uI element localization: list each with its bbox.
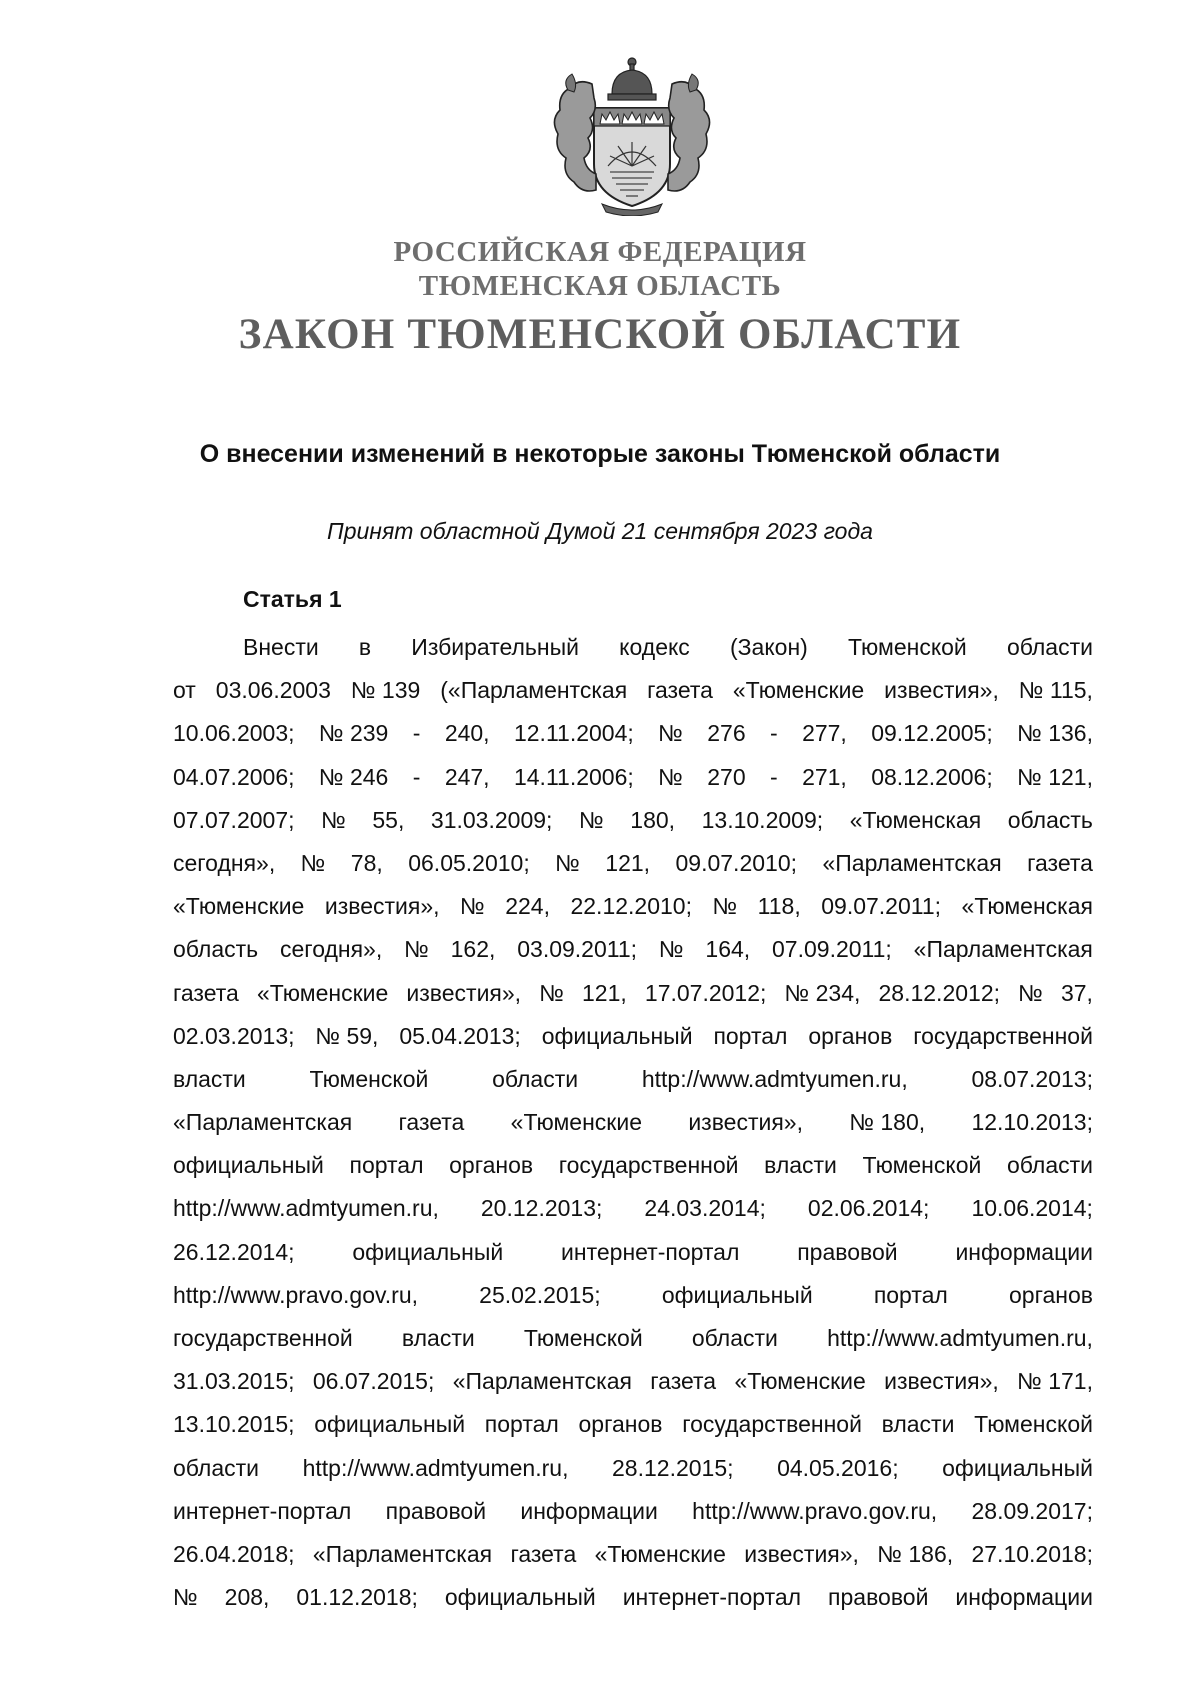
body-word: 09.07.2011; xyxy=(821,893,942,920)
body-word: «Тюменская xyxy=(961,893,1093,920)
body-word: официальный xyxy=(444,1584,596,1611)
body-word: 22.12.2010; xyxy=(570,893,692,920)
body-word: области xyxy=(492,1065,579,1092)
body-word: 37, xyxy=(1060,979,1093,1006)
body-word: 04.05.2016; xyxy=(777,1454,899,1481)
body-word: сегодня», xyxy=(280,936,383,963)
body-word: № 121, xyxy=(1017,763,1093,790)
body-word: газета xyxy=(650,1368,717,1395)
body-word: государственной xyxy=(682,1411,862,1438)
adoption-note: Принят областной Думой 21 сентября 2023 года xyxy=(327,518,873,544)
body-word: «Парламентская xyxy=(312,1540,493,1567)
body-word: 03.06.2003 xyxy=(215,677,331,704)
body-word: 10.06.2014; xyxy=(971,1195,1093,1222)
article-heading: Статья 1 xyxy=(243,586,342,612)
body-word: «Тюменские xyxy=(732,677,865,704)
body-line xyxy=(173,669,1093,712)
body-word: http://www.admtyumen.ru, xyxy=(641,1065,908,1092)
body-word: известия», xyxy=(884,677,999,704)
body-word: 10.06.2003; xyxy=(173,720,295,747)
body-word: 28.12.2012; xyxy=(878,979,1001,1006)
body-line xyxy=(173,712,1093,755)
body-word: в xyxy=(358,634,372,660)
body-word: органов xyxy=(449,1152,534,1179)
body-word: 31.03.2015; xyxy=(173,1368,295,1395)
body-line xyxy=(173,842,1093,885)
body-word: известия», xyxy=(884,1368,999,1395)
body-word: 02.03.2013; xyxy=(173,1022,295,1049)
body-word: № xyxy=(658,720,683,747)
body-word: Тюменской xyxy=(309,1065,429,1092)
body-word: «Тюменские xyxy=(173,893,305,920)
body-word: 13.10.2009; xyxy=(701,806,824,833)
body-word: газета xyxy=(647,677,713,704)
body-word: власти xyxy=(881,1411,955,1438)
document-type-heading: ЗАКОН ТЮМЕНСКОЙ ОБЛАСТИ xyxy=(238,311,962,358)
body-word: Тюменской xyxy=(974,1411,1093,1438)
body-word: 121, xyxy=(582,979,627,1006)
body-word: «Тюменские xyxy=(510,1109,643,1136)
body-word: http://www.admtyumen.ru, xyxy=(827,1325,1093,1351)
body-word: область xyxy=(1007,806,1093,833)
body-word: Избирательный xyxy=(411,634,579,660)
body-word: № xyxy=(579,806,604,833)
body-word: 13.10.2015; xyxy=(173,1411,295,1438)
body-word: № 59, xyxy=(315,1022,379,1049)
body-word: № 115, xyxy=(1018,677,1093,704)
body-word: информации xyxy=(955,1238,1093,1265)
body-line xyxy=(173,1490,1093,1533)
body-word: 05.04.2013; xyxy=(399,1022,521,1049)
body-word: области xyxy=(173,1454,260,1481)
body-word: органов xyxy=(1008,1281,1093,1308)
body-word: «Парламентская xyxy=(822,849,1002,876)
body-word: 208, xyxy=(224,1584,270,1611)
body-word: известия», xyxy=(406,979,522,1006)
body-word: от xyxy=(173,677,196,704)
body-word: 28.09.2017; xyxy=(971,1497,1093,1524)
body-word: область xyxy=(173,936,259,963)
body-word: интернет-портал xyxy=(173,1497,352,1524)
body-line xyxy=(173,799,1093,842)
body-word: государственной xyxy=(173,1325,353,1351)
body-word: 20.12.2013; xyxy=(480,1195,603,1222)
body-word: газета xyxy=(173,979,239,1006)
body-word: «Тюменская xyxy=(849,806,982,833)
body-line xyxy=(173,1360,1093,1403)
body-word: официальный xyxy=(352,1238,504,1265)
body-word: 08.07.2013; xyxy=(971,1065,1093,1092)
body-word: № 139 xyxy=(350,677,421,704)
body-word: 26.12.2014; xyxy=(173,1238,295,1265)
body-word: «Тюменские xyxy=(734,1368,866,1395)
body-line xyxy=(173,1403,1093,1446)
body-line xyxy=(173,1317,1093,1360)
body-word: 04.07.2006; xyxy=(173,763,295,790)
body-word: кодекс xyxy=(619,634,690,660)
body-word: «Тюменские xyxy=(594,1540,726,1567)
body-line xyxy=(173,1058,1093,1101)
body-word: 28.12.2015; xyxy=(612,1454,734,1481)
body-word: 08.12.2006; xyxy=(871,763,993,790)
body-word: 276 xyxy=(707,720,746,747)
body-word: портал xyxy=(713,1022,788,1049)
body-word: № xyxy=(539,979,564,1006)
body-word: 02.06.2014; xyxy=(807,1195,930,1222)
body-line xyxy=(173,1274,1093,1317)
body-word: правовой xyxy=(797,1238,898,1265)
body-word: № xyxy=(555,849,580,876)
body-word: 17.07.2012; xyxy=(644,979,767,1006)
body-word: № xyxy=(300,849,326,876)
body-word: № xyxy=(658,936,684,963)
body-word: 12.10.2013; xyxy=(971,1109,1093,1136)
body-line xyxy=(173,885,1093,928)
body-word: 271, xyxy=(802,763,847,790)
body-word: 27.10.2018; xyxy=(971,1540,1093,1567)
body-word: 121, xyxy=(605,849,651,876)
body-word: № xyxy=(404,936,429,963)
body-word: 01.12.2018; xyxy=(296,1584,418,1611)
body-word: - xyxy=(412,720,421,747)
body-word: 12.11.2004; xyxy=(513,720,634,747)
body-word: официальный xyxy=(173,1152,324,1179)
country-heading: РОССИЙСКАЯ ФЕДЕРАЦИЯ xyxy=(393,236,807,268)
body-word: - xyxy=(412,763,421,790)
body-word: газета xyxy=(1027,849,1093,876)
region-heading: ТЮМЕНСКАЯ ОБЛАСТЬ xyxy=(418,270,782,302)
body-word: (Закон) xyxy=(729,634,808,660)
body-word: 277, xyxy=(802,720,847,747)
law-title: О внесении изменений в некоторые законы Тюменской области xyxy=(199,440,1001,468)
body-word: 78, xyxy=(350,849,383,876)
body-word: интернет-портал xyxy=(622,1584,802,1611)
body-word: № 171, xyxy=(1017,1368,1093,1395)
body-word: правовой xyxy=(828,1584,929,1611)
body-word: Внести xyxy=(243,634,319,660)
tyumen-coat-of-arms-icon xyxy=(538,54,726,216)
body-word: 24.03.2014; xyxy=(644,1195,766,1222)
body-word: известия», xyxy=(324,893,440,920)
body-word: области xyxy=(691,1325,778,1351)
body-word: газета xyxy=(510,1540,577,1567)
body-word: 06.07.2015; xyxy=(312,1368,435,1395)
body-line xyxy=(173,626,1093,669)
body-word: http://www.admtyumen.ru, xyxy=(173,1195,439,1222)
body-word: «Парламентская xyxy=(452,1368,632,1395)
body-word: 07.09.2011; xyxy=(772,936,892,963)
body-word: - xyxy=(770,763,778,790)
body-word: «Тюменские xyxy=(256,979,389,1006)
body-word: портал xyxy=(484,1411,559,1438)
body-word: информации xyxy=(955,1584,1093,1611)
body-word: № 136, xyxy=(1017,720,1093,747)
body-word: Тюменской xyxy=(847,634,967,660)
body-line xyxy=(173,972,1093,1015)
body-word: № 234, xyxy=(784,979,861,1006)
body-line xyxy=(173,1187,1093,1230)
body-line xyxy=(173,1231,1093,1274)
body-word: 09.12.2005; xyxy=(871,720,993,747)
body-word: № xyxy=(658,763,683,790)
body-word: 06.05.2010; xyxy=(408,849,530,876)
body-word: № 186, xyxy=(877,1540,954,1567)
body-word: («Парламентская xyxy=(440,677,628,704)
body-word: газета xyxy=(398,1109,465,1136)
body-word: № 239 xyxy=(318,720,389,747)
body-line xyxy=(173,928,1093,971)
body-word: Тюменской xyxy=(862,1152,982,1179)
body-word: 14.11.2006; xyxy=(513,763,634,790)
body-word: портал xyxy=(349,1152,424,1179)
body-word: 224, xyxy=(505,893,550,920)
body-word: 31.03.2009; xyxy=(430,806,553,833)
body-word: 162, xyxy=(450,936,496,963)
body-word: 55, xyxy=(372,806,405,833)
body-word: официальный xyxy=(541,1022,693,1049)
body-word: официальный xyxy=(314,1411,466,1438)
body-word: «Парламентская xyxy=(913,936,1093,963)
body-line xyxy=(173,1576,1093,1619)
body-word: государственной xyxy=(558,1152,739,1179)
body-word: области xyxy=(1006,1152,1093,1179)
body-word: 180, xyxy=(630,806,676,833)
body-word: http://www.pravo.gov.ru, xyxy=(173,1281,419,1308)
body-word: 270 xyxy=(707,763,746,790)
body-word: портал xyxy=(873,1281,948,1308)
body-word: интернет-портал xyxy=(561,1238,740,1265)
body-line xyxy=(173,1144,1093,1187)
body-line xyxy=(173,756,1093,799)
body-word: № xyxy=(712,893,738,920)
body-word: № xyxy=(1018,979,1043,1006)
body-word: органов xyxy=(808,1022,893,1049)
body-word: власти xyxy=(764,1152,837,1179)
body-word: официальный xyxy=(661,1281,813,1308)
body-word: Тюменской xyxy=(523,1325,643,1351)
body-word: 247, xyxy=(444,763,490,790)
body-word: 07.07.2007; xyxy=(173,806,295,833)
body-line xyxy=(173,1533,1093,1576)
body-word: 03.09.2011; xyxy=(517,936,638,963)
body-word: «Парламентская xyxy=(173,1109,353,1136)
body-word: сегодня», xyxy=(173,849,276,876)
body-word: правовой xyxy=(385,1497,487,1524)
body-line xyxy=(173,1015,1093,1058)
body-word: 25.02.2015; xyxy=(479,1281,601,1308)
article-body xyxy=(173,626,1093,1619)
body-word: официальный xyxy=(942,1454,1093,1481)
body-word: 09.07.2010; xyxy=(675,849,798,876)
body-word: области xyxy=(1006,634,1093,660)
body-word: № 180, xyxy=(849,1109,926,1136)
body-word: известия», xyxy=(688,1109,803,1136)
body-word: 118, xyxy=(757,893,801,920)
body-word: № 246 xyxy=(318,763,389,790)
body-word: 164, xyxy=(705,936,751,963)
body-word: № xyxy=(321,806,346,833)
body-word: власти xyxy=(401,1325,475,1351)
body-word: власти xyxy=(173,1065,246,1092)
body-word: http://www.pravo.gov.ru, xyxy=(692,1497,938,1524)
body-word: информации xyxy=(520,1497,658,1524)
body-word: 240, xyxy=(444,720,490,747)
body-word: - xyxy=(770,720,778,747)
body-word: известия», xyxy=(744,1540,859,1567)
body-line xyxy=(173,1101,1093,1144)
body-word: № xyxy=(173,1584,198,1611)
body-word: государственной xyxy=(913,1022,1093,1049)
body-line xyxy=(173,1447,1093,1490)
body-word: http://www.admtyumen.ru, xyxy=(302,1454,569,1481)
body-word: органов xyxy=(578,1411,663,1438)
body-word: № xyxy=(460,893,485,920)
body-word: 26.04.2018; xyxy=(173,1540,295,1567)
